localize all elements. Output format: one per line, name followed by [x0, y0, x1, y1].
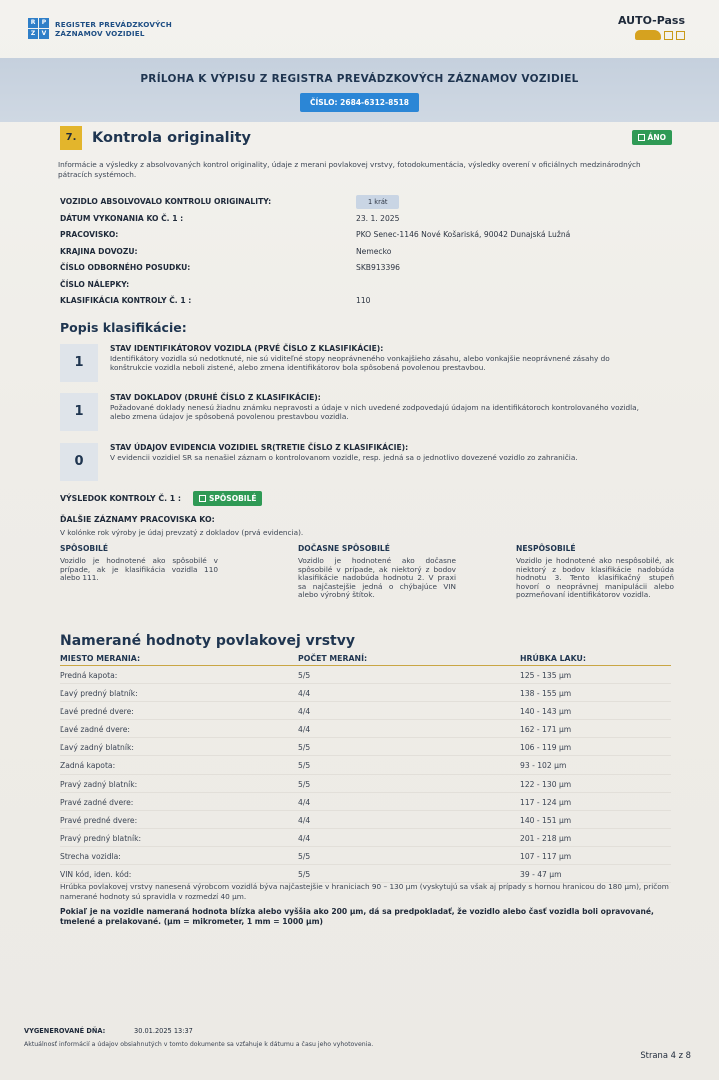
register-logo-icon: R P Z V — [28, 18, 49, 39]
section-intro: Informácie a výsledky z absolvovaných kontrol originality, údaje z merani povlakovej vrstvy, fotodokumentácia, výsledky overení v oficiálnych medzinárodných pátracích systémoch. — [58, 160, 641, 179]
section-title: Kontrola originality — [92, 130, 251, 146]
other-records-text: V kolónke rok výroby je údaj prevzatý z dokladov (prvá evidencia). — [60, 528, 304, 537]
register-logo — [28, 18, 172, 39]
classification-digit: 1 — [60, 393, 98, 431]
footer-disclaimer: Aktuálnosť informácií a údajov obsiahnutých v tomto dokumente sa vzťahuje k dátumu a času jeho vyhotovenia. — [24, 1041, 374, 1048]
table-row: Strecha vozidla: 5/5 107 - 117 µm — [60, 847, 671, 865]
other-records-title: ĎALŠIE ZÁZNAMY PRACOVISKA KO: — [60, 515, 215, 524]
checkbox-icon — [676, 31, 685, 40]
count-pill: 1 krát — [356, 195, 399, 209]
section-header — [60, 124, 674, 152]
register-name-line2: ZÁZNAMOV VOZIDIEL — [55, 28, 145, 38]
table-row: Pravý zadný blatník: 5/5 122 - 130 µm — [60, 775, 671, 793]
legend-column-incapable: NESPÔSOBILÉ Vozidlo je hodnotené ako nespôsobilé, ak niektorý z bodov klasifikácie nadobúda hodnotu 3. Tento klasifikačný stupeň hovorí o neoprávnej manipulácii alebo pozmeňovaní identifikátorov vozidla. — [516, 544, 674, 600]
autopass-logo — [618, 14, 685, 40]
classification-digit: 0 — [60, 443, 98, 481]
legend-column-temporary: DOČASNE SPÔSOBILÉ Vozidlo je hodnotené ako dočasne spôsobilé v prípade, ak niektorý z bodov klasifikácie nadobúda hodnotu 2. V praxi sa najčastejšie jedná o chýbajúce VIN alebo výrobný štítok. — [298, 544, 456, 600]
document-number-badge: ČÍSLO: 2684-6312-8518 — [300, 93, 419, 112]
table-row: Pravé zadné dvere: 4/4 117 - 124 µm — [60, 793, 671, 811]
table-row: VIN kód, iden. kód: 5/5 39 - 47 µm — [60, 865, 671, 883]
info-row: DÁTUM VYKONANIA KO Č. 1 : 23. 1. 2025 — [60, 213, 400, 223]
result-row: VÝSLEDOK KONTROLY Č. 1 : SPÔSOBILÉ — [60, 491, 262, 506]
table-row: Pravé predné dvere: 4/4 140 - 151 µm — [60, 811, 671, 829]
info-row: KLASIFIKÁCIA KONTROLY Č. 1 : 110 — [60, 296, 371, 305]
info-row: PRACOVISKO: PKO Senec-1146 Nové Košariská, 90042 Dunajská Lužná — [60, 230, 571, 239]
section-number: 7. — [60, 126, 82, 150]
coating-note: Hrúbka povlakovej vrstvy nanesená výrobcom vozidlá býva najčastejšie v hraniciach 90 – 130 µm (vyskytujú sa však aj prípady s hornou hranicou do 180 µm), pričom namerané hodnoty sú spravidla v rozmedzí 40 µm. — [60, 882, 669, 901]
classification-digit: 1 — [60, 344, 98, 382]
table-row: Zadná kapota: 5/5 93 - 102 µm — [60, 756, 671, 774]
legend-column-capable: SPÔSOBILÉ Vozidlo je hodnotené ako spôsobilé v prípade, ak je klasifikácia vozidla 110 alebo 111. — [60, 544, 218, 583]
check-icon — [199, 495, 206, 502]
document-title: PRÍLOHA K VÝPISU Z REGISTRA PREVÁDZKOVÝCH ZÁZNAMOV VOZIDIEL — [140, 73, 579, 85]
coating-table — [60, 652, 671, 883]
status-badge: ÁNO — [632, 130, 672, 145]
page-number: Strana 4 z 8 — [640, 1050, 691, 1060]
coating-heading: Namerané hodnoty povlakovej vrstvy — [60, 633, 355, 649]
table-row: Pravý predný blatník: 4/4 201 - 218 µm — [60, 829, 671, 847]
car-icon — [635, 30, 661, 40]
coating-warning: Pokiaľ je na vozidle nameraná hodnota blízka alebo vyššia ako 200 µm, dá sa predpokladať, že vozidlo alebo časť vozidla boli opravované, tmelené a prelakované. (µm = mikrometer, 1 mm = 1000 µm) — [60, 907, 654, 926]
info-row: KRAJINA DOVOZU: Nemecko — [60, 246, 392, 256]
generated-label: VYGENEROVANÉ DŇA: — [24, 1027, 106, 1035]
title-band — [0, 58, 719, 122]
table-row: Ľavé zadné dvere: 4/4 162 - 171 µm — [60, 720, 671, 738]
info-table — [60, 194, 620, 310]
checkbox-icon — [664, 31, 673, 40]
register-name-line1: REGISTER PREVÁDZKOVÝCH — [55, 19, 172, 29]
table-header: MIESTO MERANIA: POČET MERANÍ: HRÚBKA LAKU: — [60, 652, 671, 666]
table-row: Ľavé predné dvere: 4/4 140 - 143 µm — [60, 702, 671, 720]
info-row: ČÍSLO NÁLEPKY: — [60, 279, 130, 289]
result-badge: SPÔSOBILÉ — [193, 491, 262, 506]
brand-name: AUTO-Pass — [617, 14, 685, 27]
table-row: Predná kapota: 5/5 125 - 135 µm — [60, 666, 671, 684]
document-page: R P Z V REGISTER PREVÁDZKOVÝCH ZÁZNAMOV VOZIDIEL AUTO-Pass PRÍLOHA K VÝPISU Z REGISTRA PREVÁDZKOVÝCH ZÁZNAMOV VOZIDIEL ČÍSLO: 2684-6312-8518 7. Kontrola originality ÁNO Informácie a výsledky z absolvovaných kontrol originality, údaje z merani povlakovej vrstvy, fotodokumentácia, výsledky overení v oficiálnych medzinárodných pátracích systémoch. VOZIDLO ABSOLVOVALO KONTROLU ORIGINALITY: 1 krát DÁTUM VYKONANIA KO Č. 1 : 23. 1. 2025 PRACOVISKO: PKO Senec-1146 Nové Košariská, 90042 Dunajská Lužná KRAJINA DOVOZU: Nemecko ČÍSLO ODBORNÉHO POSUDKU: SKB913396 ČÍSLO NÁLEPKY: KLASIFIKÁCIA KONTROLY Č. 1 : 110 Popis klasifikácie: 1 STAV IDENTIFIKÁTOROV VOZIDLA (PRVÉ ČÍSLO Z KLASIFIKÁCIE): Identifikátory vozidla sú nedotknuté, nie sú viditeľné stopy neoprávneného vonkajšieho zásahu, alebo vonkajšie neoprávnené zásahy do konštrukcie vozidla neboli zistené, alebo zmena identifikátorov bola spôsobená povolenou prestavbou. 1 STAV DOKLADOV (DRUHÉ ČÍSLO Z KLASIFIKÁCIE): Požadované doklady nenesú žiadnu známku nepravosti a údaje v nich uvedené zodpovedajú údajom na identifikátoroch kontrolovaného vozidla, alebo zmena údajov je spôsobená povolenou prestavbou vozidla. 0 STAV ÚDAJOV EVIDENCIA VOZIDIEL SR(TRETIE ČÍSLO Z KLASIFIKÁCIE): V evidencii vozidiel SR sa nenašiel záznam o kontrolovanom vozidle, resp. jedná sa o jednotlivo dovezené vozidlo zo zahraničia. VÝSLEDOK KONTROLY Č. 1 : SPÔSOBILÉ ĎALŠIE ZÁZNAMY PRACOVISKA KO: V kolónke rok výroby je údaj prevzatý z dokladov (prvá evidencia). SPÔSOBILÉ Vozidlo je hodnotené ako spôsobilé v prípade, ak je klasifikácia vozidla 110 alebo 111. DOČASNE SPÔSOBILÉ Vozidlo je hodnotené ako dočasne spôsobilé v prípade, ak niektorý z bodov klasifikácie nadobúda hodnotu 2. V praxi sa najčastejšie jedná o chýbajúce VIN alebo výrobný štítok. NESPÔSOBILÉ Vozidlo je hodnotené ako nespôsobilé, ak niektorý z bodov klasifikácie nadobúda hodnotu 3. Tento klasifikačný stupeň hovorí o neoprávnej manipulácii alebo pozmeňovaní identifikátorov vozidla. Namerané hodnoty povlakovej vrstvy MIESTO MERANIA: POČET MERANÍ: HRÚBKA LAKU: Predná kapota: 5/5 125 - 135 µm Ľavý predný blatník: 4/4 138 - 155 µm Ľavé predné dvere: 4/4 140 - 143 µm Ľavé zadné dvere: 4/4 162 - 171 µm Ľavý zadný blatník: 5/5 106 - 119 µm Zadná kapota: 5/5 93 - 102 µm Pravý zadný blatník: 5/5 122 - 130 µm Pravé zadné dvere: 4/4 117 - 124 µm Pravé predné dvere: 4/4 140 - 151 µm Pravý predný blatník: 4/4 201 - 218 µm Strecha vozidla: 5/5 107 - 117 µm VIN kód, iden. kód: 5/5 39 - 47 µm Hrúbka povlakovej vrstvy nanesená výrobcom vozidlá býva najčastejšie v hraniciach 90 – 130 µm (vyskytujú sa však aj prípady s hornou hranicou do 180 µm), pričom namerané hodnoty sú spravidla v rozmedzí 40 µm. Pokiaľ je na vozidle nameraná hodnota blízka alebo vyššia ako 200 µm, dá sa predpokladať, že vozidlo alebo časť vozidla boli opravované, tmelené a prelakované. (µm = mikrometer, 1 mm = 1000 µm) VYGENEROVANÉ DŇA: 30.01.2025 13:37 Aktuálnosť informácií a údajov obsiahnutých v tomto dokumente sa vzťahuje k dátumu a času jeho vyhotovenia. Strana 4 z 8 — [0, 0, 719, 1080]
table-row: Ľavý zadný blatník: 5/5 106 - 119 µm — [60, 738, 671, 756]
header — [0, 0, 719, 58]
check-icon — [638, 134, 645, 141]
info-row: ČÍSLO ODBORNÉHO POSUDKU: SKB913396 — [60, 263, 400, 272]
info-row: VOZIDLO ABSOLVOVALO KONTROLU ORIGINALITY: 1 krát — [60, 194, 620, 211]
table-row: Ľavý predný blatník: 4/4 138 - 155 µm — [60, 684, 671, 702]
classification-heading: Popis klasifikácie: — [60, 320, 187, 335]
generated-date: 30.01.2025 13:37 — [134, 1027, 193, 1035]
